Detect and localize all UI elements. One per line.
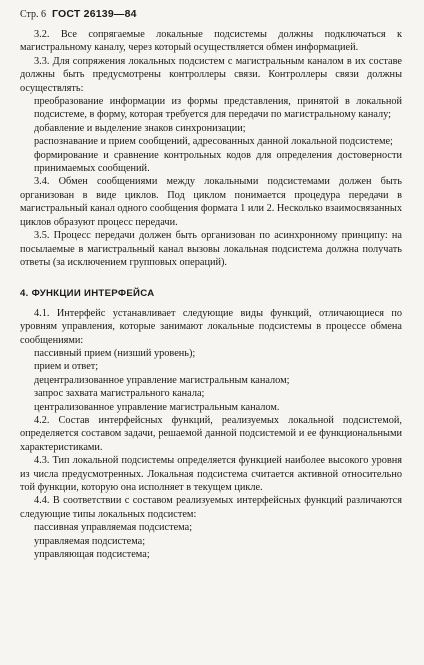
list-item: преобразование информации из формы представления, принятой в локальной подсистеме, в форму, которая требуется для передачи по магистральному каналу; bbox=[34, 96, 402, 121]
section-4-title: 4. ФУНКЦИИ ИНТЕРФЕЙСА bbox=[20, 288, 155, 300]
page-number: Стр. 6 bbox=[20, 9, 47, 20]
document-body bbox=[20, 28, 402, 561]
paragraph-3-5: 3.5. Процесс передачи должен быть организован по асинхронному принципу: на посылаемые в магистральный канал вызовы локальная подсистема должна получать ответы (за исключением групповых операций). bbox=[20, 230, 402, 268]
list-item: формирование и сравнение контрольных кодов для определения достоверности принимаемых сообщений. bbox=[34, 149, 402, 175]
list-item: запрос захвата магистрального канала; bbox=[34, 388, 205, 400]
list-item: управляющая подсистема; bbox=[34, 549, 150, 561]
page-header bbox=[20, 8, 137, 20]
paragraph-4-4: 4.4. В соответствии с составом реализуемых интерфейсных функций различаются следующие типы локальных подсистем: bbox=[20, 495, 402, 520]
paragraph-3-2: 3.2. Все сопрягаемые локальные подсистемы должны подключаться к магистральному каналу, через который осуществляется обмен информацией. bbox=[20, 29, 402, 54]
paragraph-4-3: 4.3. Тип локальной подсистемы определяется функцией наиболее высокого уровня из числа предусмотренных. Локальная подсистема считается активной относительно той функции, которую она исполняет в текущем цикле. bbox=[20, 455, 402, 493]
paragraph-4-1: 4.1. Интерфейс устанавливает следующие виды функций, отличающиеся по уровням управления, которые занимают локальные подсистемы в процессе обмена сообщениями: bbox=[20, 307, 402, 346]
paragraph-3-4: 3.4. Обмен сообщениями между локальными подсистемами должен быть организован в виде циклов. Под циклом понимается процедура передачи в магистральный канал одного сообщения формата 1 или 2. Несколько взаимосвязанных циклов образуют процесс передачи. bbox=[20, 176, 402, 228]
list-item: прием и ответ; bbox=[34, 361, 99, 373]
list-item: централизованное управление магистральным каналом. bbox=[34, 401, 280, 413]
list-item: децентрализованное управление магистральным каналом; bbox=[34, 374, 290, 386]
list-item: пассивная управляемая подсистема; bbox=[34, 522, 193, 534]
list-item: пассивный прием (низший уровень); bbox=[34, 347, 196, 359]
standard-number: ГОСТ 26139—84 bbox=[52, 8, 137, 20]
list-item: управляемая подсистема; bbox=[34, 535, 146, 547]
list-item: добавление и выделение знаков синхронизации; bbox=[34, 122, 246, 134]
paragraph-4-2: 4.2. Состав интерфейсных функций, реализуемых локальной подсистемой, определяется составом задачи, решаемой данной подсистемой и ее функциональными характеристиками. bbox=[20, 414, 402, 453]
paragraph-3-3: 3.3. Для сопряжения локальных подсистем с магистральным каналом в их составе должны быть предусмотрены контроллеры связи. Контроллеры связи должны осуществлять: bbox=[20, 55, 402, 94]
list-item: распознавание и прием сообщений, адресованных данной локальной подсистеме; bbox=[34, 136, 393, 148]
